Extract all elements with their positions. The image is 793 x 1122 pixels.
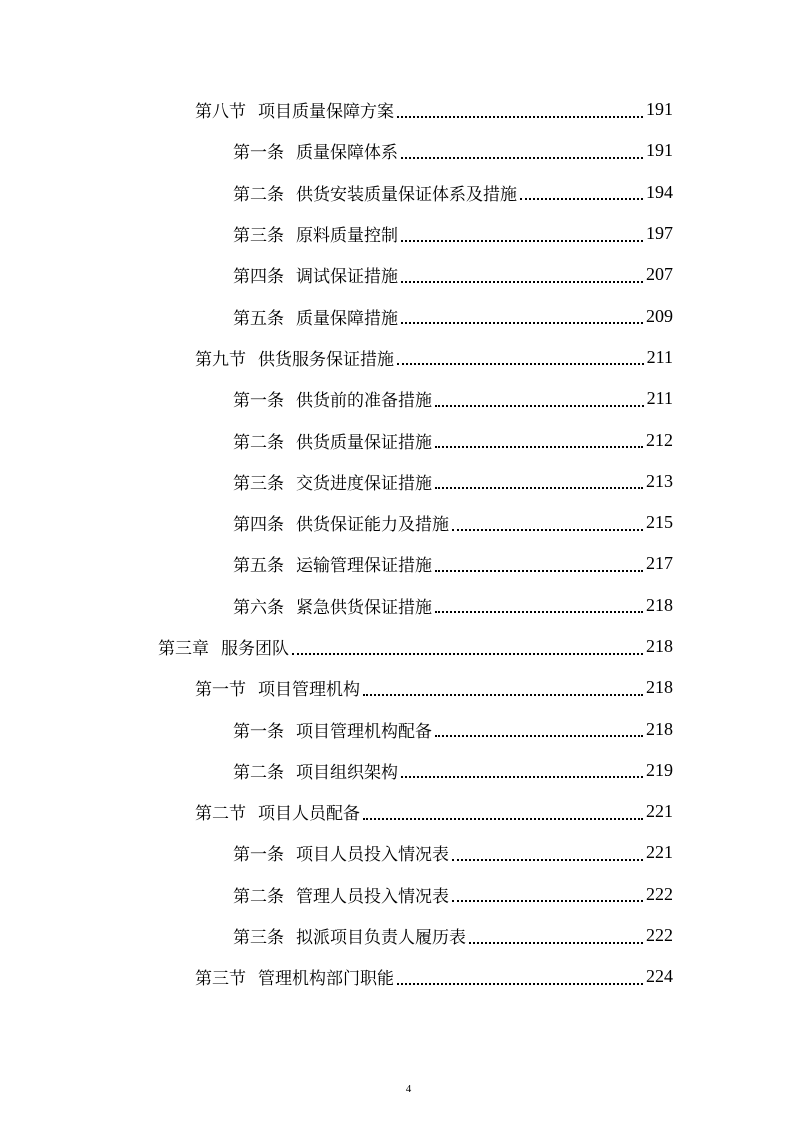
toc-entry-page: 191 bbox=[646, 99, 673, 120]
toc-entry-number: 第二条 bbox=[233, 432, 284, 453]
toc-entry-page: 213 bbox=[646, 470, 673, 491]
toc-entry-title: 供货前的准备措施 bbox=[296, 391, 432, 412]
toc-entry-number: 第三条 bbox=[233, 473, 284, 494]
toc-entry-number: 第三节 bbox=[195, 969, 246, 990]
toc-entry-title: 项目质量保障方案 bbox=[258, 102, 394, 123]
page-number: 4 bbox=[405, 1083, 412, 1095]
dot-leader bbox=[397, 983, 643, 985]
toc-entry-title: 供货保证能力及措施 bbox=[296, 515, 449, 536]
dot-leader bbox=[520, 198, 643, 200]
toc-entry-title: 服务团队 bbox=[221, 639, 289, 659]
toc-entry-number: 第二条 bbox=[233, 184, 284, 205]
toc-entry[interactable] bbox=[0, 295, 793, 336]
dot-leader bbox=[435, 611, 643, 613]
toc-entry-number: 第三章 bbox=[158, 639, 209, 659]
toc-entry-page: 218 bbox=[646, 677, 673, 698]
toc-entry[interactable] bbox=[0, 585, 793, 626]
dot-leader bbox=[469, 942, 643, 944]
toc-entry-page: 209 bbox=[646, 305, 673, 326]
dot-leader bbox=[401, 322, 643, 324]
toc-entry-title: 管理机构部门职能 bbox=[258, 969, 394, 990]
toc-entry-page: 207 bbox=[646, 264, 673, 285]
toc-entry-page: 212 bbox=[646, 429, 673, 450]
toc-entry-title: 运输管理保证措施 bbox=[296, 556, 432, 577]
toc-entry-page: 197 bbox=[646, 223, 673, 244]
dot-leader bbox=[363, 694, 643, 696]
toc-entry[interactable] bbox=[0, 461, 793, 502]
toc-entry-page: 218 bbox=[646, 594, 673, 615]
toc-entry[interactable] bbox=[0, 791, 793, 832]
toc-entry-title: 供货安装质量保证体系及措施 bbox=[296, 184, 517, 205]
dot-leader bbox=[292, 653, 643, 655]
dot-leader bbox=[397, 116, 643, 118]
toc-entry-page: 191 bbox=[646, 140, 673, 161]
toc-entry-number: 第一条 bbox=[233, 143, 284, 164]
dot-leader bbox=[435, 405, 644, 407]
toc-entry-page: 224 bbox=[646, 966, 673, 987]
toc-entry-page: 219 bbox=[646, 759, 673, 780]
toc-entry-title: 拟派项目负责人履历表 bbox=[296, 928, 466, 949]
toc-entry-page: 215 bbox=[646, 512, 673, 533]
dot-leader bbox=[435, 735, 643, 737]
toc-entry-title: 项目管理机构 bbox=[258, 680, 360, 701]
dot-leader bbox=[401, 776, 643, 778]
toc-entry-page: 218 bbox=[646, 636, 673, 656]
table-of-contents bbox=[0, 89, 793, 998]
toc-entry[interactable] bbox=[0, 543, 793, 584]
toc-entry-number: 第九节 bbox=[195, 349, 246, 370]
toc-entry-page: 218 bbox=[646, 718, 673, 739]
toc-entry[interactable] bbox=[0, 378, 793, 419]
toc-entry-number: 第一条 bbox=[233, 721, 284, 742]
toc-entry-number: 第三条 bbox=[233, 226, 284, 247]
dot-leader bbox=[435, 487, 643, 489]
toc-entry-number: 第五条 bbox=[233, 308, 284, 329]
toc-entry-title: 紧急供货保证措施 bbox=[296, 597, 432, 618]
toc-entry-page: 221 bbox=[646, 842, 673, 863]
toc-entry-number: 第一条 bbox=[233, 391, 284, 412]
toc-entry-number: 第二节 bbox=[195, 804, 246, 825]
toc-entry[interactable] bbox=[0, 874, 793, 915]
dot-leader bbox=[397, 363, 644, 365]
toc-entry-number: 第四条 bbox=[233, 515, 284, 536]
toc-entry[interactable] bbox=[0, 667, 793, 708]
toc-entry-title: 供货质量保证措施 bbox=[296, 432, 432, 453]
toc-entry-title: 交货进度保证措施 bbox=[296, 473, 432, 494]
toc-entry-number: 第三条 bbox=[233, 928, 284, 949]
dot-leader bbox=[401, 240, 643, 242]
toc-entry-number: 第五条 bbox=[233, 556, 284, 577]
toc-entry[interactable] bbox=[0, 750, 793, 791]
toc-entry-page: 222 bbox=[646, 925, 673, 946]
toc-entry[interactable] bbox=[0, 172, 793, 213]
toc-entry[interactable] bbox=[0, 832, 793, 873]
toc-entry[interactable] bbox=[0, 419, 793, 460]
toc-entry-title: 管理人员投入情况表 bbox=[296, 886, 449, 907]
toc-entry-title: 原料质量控制 bbox=[296, 226, 398, 247]
toc-entry-page: 221 bbox=[646, 801, 673, 822]
toc-entry-number: 第一条 bbox=[233, 845, 284, 866]
toc-entry-title: 项目人员投入情况表 bbox=[296, 845, 449, 866]
toc-entry[interactable] bbox=[0, 708, 793, 749]
toc-entry[interactable] bbox=[0, 915, 793, 956]
dot-leader bbox=[435, 570, 643, 572]
toc-entry[interactable] bbox=[0, 130, 793, 171]
toc-entry-title: 调试保证措施 bbox=[296, 267, 398, 288]
toc-entry-number: 第二条 bbox=[233, 762, 284, 783]
toc-entry-page: 194 bbox=[646, 181, 673, 202]
toc-entry[interactable] bbox=[0, 254, 793, 295]
toc-entry[interactable] bbox=[0, 626, 793, 667]
toc-entry-page: 217 bbox=[646, 553, 673, 574]
toc-entry-number: 第八节 bbox=[195, 102, 246, 123]
dot-leader bbox=[452, 859, 643, 861]
toc-entry-number: 第一节 bbox=[195, 680, 246, 701]
toc-entry-number: 第四条 bbox=[233, 267, 284, 288]
toc-entry[interactable] bbox=[0, 89, 793, 130]
toc-entry-title: 供货服务保证措施 bbox=[258, 349, 394, 370]
dot-leader bbox=[363, 818, 643, 820]
toc-entry[interactable] bbox=[0, 956, 793, 997]
toc-entry-title: 质量保障措施 bbox=[296, 308, 398, 329]
dot-leader bbox=[435, 446, 643, 448]
toc-entry[interactable] bbox=[0, 337, 793, 378]
toc-entry-page: 211 bbox=[646, 346, 673, 367]
toc-entry-page: 211 bbox=[646, 388, 673, 409]
dot-leader bbox=[401, 281, 643, 283]
toc-entry-page: 222 bbox=[646, 883, 673, 904]
toc-entry-title: 质量保障体系 bbox=[296, 143, 398, 164]
dot-leader bbox=[452, 529, 643, 531]
toc-entry-title: 项目管理机构配备 bbox=[296, 721, 432, 742]
toc-entry-title: 项目人员配备 bbox=[258, 804, 360, 825]
toc-entry[interactable] bbox=[0, 213, 793, 254]
toc-entry[interactable] bbox=[0, 502, 793, 543]
dot-leader bbox=[452, 900, 643, 902]
toc-entry-title: 项目组织架构 bbox=[296, 762, 398, 783]
toc-entry-number: 第二条 bbox=[233, 886, 284, 907]
toc-entry-number: 第六条 bbox=[233, 597, 284, 618]
dot-leader bbox=[401, 157, 643, 159]
